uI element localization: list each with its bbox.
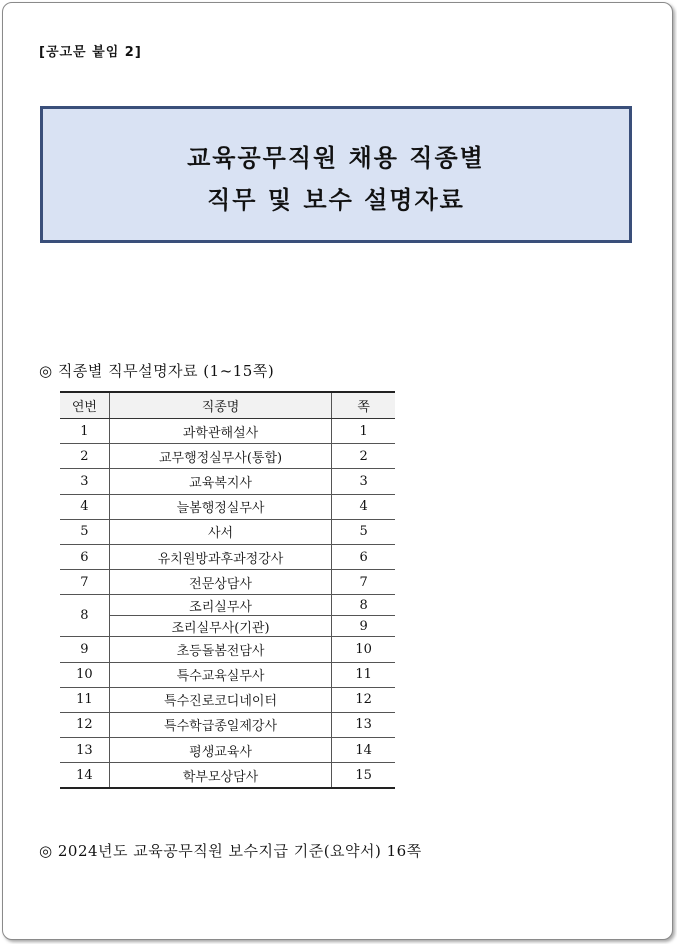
cell-page: 1 bbox=[332, 419, 395, 444]
cell-no: 9 bbox=[60, 637, 109, 662]
cell-name: 특수학급종일제강사 bbox=[109, 712, 332, 737]
table-row bbox=[60, 662, 395, 687]
title-box bbox=[40, 106, 632, 243]
cell-no: 14 bbox=[60, 763, 109, 789]
cell-no: 11 bbox=[60, 687, 109, 712]
cell-name: 교육복지사 bbox=[109, 469, 332, 494]
table-row bbox=[60, 763, 395, 789]
cell-page: 8 bbox=[332, 595, 395, 616]
cell-no: 4 bbox=[60, 494, 109, 519]
cell-page: 4 bbox=[332, 494, 395, 519]
title-line-1: 교육공무직원 채용 직종별 bbox=[187, 143, 485, 172]
cell-no: 13 bbox=[60, 738, 109, 763]
cell-page: 11 bbox=[332, 662, 395, 687]
document-page bbox=[2, 2, 673, 940]
cell-no: 8 bbox=[60, 595, 109, 637]
cell-name: 특수진로코디네이터 bbox=[109, 687, 332, 712]
table-row bbox=[60, 637, 395, 662]
section-heading-pay-standard: ◎ 2024년도 교육공무직원 보수지급 기준(요약서) 16쪽 bbox=[39, 842, 422, 860]
table-row bbox=[60, 616, 395, 637]
cell-name: 조리실무사(기관) bbox=[109, 616, 332, 637]
cell-no: 10 bbox=[60, 662, 109, 687]
title-line-2: 직무 및 보수 설명자료 bbox=[207, 185, 465, 214]
table-row bbox=[60, 544, 395, 569]
cell-page: 6 bbox=[332, 544, 395, 569]
table-header-row bbox=[60, 392, 395, 419]
cell-no: 2 bbox=[60, 444, 109, 469]
cell-no: 3 bbox=[60, 469, 109, 494]
cell-name: 학부모상담사 bbox=[109, 763, 332, 789]
cell-no: 7 bbox=[60, 570, 109, 595]
cell-no: 12 bbox=[60, 712, 109, 737]
cell-page: 7 bbox=[332, 570, 395, 595]
cell-name: 초등돌봄전담사 bbox=[109, 637, 332, 662]
table-row bbox=[60, 687, 395, 712]
cell-name: 특수교육실무사 bbox=[109, 662, 332, 687]
table-row bbox=[60, 469, 395, 494]
cell-no: 6 bbox=[60, 544, 109, 569]
cell-name: 전문상담사 bbox=[109, 570, 332, 595]
job-table bbox=[60, 391, 395, 789]
table-row bbox=[60, 519, 395, 544]
table-row bbox=[60, 494, 395, 519]
table-row bbox=[60, 595, 395, 616]
cell-name: 사서 bbox=[109, 519, 332, 544]
cell-name: 과학관해설사 bbox=[109, 419, 332, 444]
cell-no: 1 bbox=[60, 419, 109, 444]
cell-name: 유치원방과후과정강사 bbox=[109, 544, 332, 569]
header-name: 직종명 bbox=[109, 392, 332, 419]
header-no: 연번 bbox=[60, 392, 109, 419]
cell-page: 5 bbox=[332, 519, 395, 544]
cell-name: 조리실무사 bbox=[109, 595, 332, 616]
table-row bbox=[60, 712, 395, 737]
cell-page: 13 bbox=[332, 712, 395, 737]
cell-name: 늘봄행정실무사 bbox=[109, 494, 332, 519]
section-heading-job-descriptions: ◎ 직종별 직무설명자료 (1~15쪽) bbox=[39, 362, 275, 380]
cell-page: 15 bbox=[332, 763, 395, 789]
cell-page: 12 bbox=[332, 687, 395, 712]
cell-no: 5 bbox=[60, 519, 109, 544]
table-row bbox=[60, 570, 395, 595]
cell-page: 10 bbox=[332, 637, 395, 662]
cell-page: 2 bbox=[332, 444, 395, 469]
attachment-label: [공고문 붙임 2] bbox=[39, 45, 142, 60]
table-row bbox=[60, 444, 395, 469]
table-row bbox=[60, 738, 395, 763]
cell-page: 14 bbox=[332, 738, 395, 763]
header-page: 쪽 bbox=[332, 392, 395, 419]
cell-page: 9 bbox=[332, 616, 395, 637]
cell-name: 평생교육사 bbox=[109, 738, 332, 763]
cell-page: 3 bbox=[332, 469, 395, 494]
table-row bbox=[60, 419, 395, 444]
cell-name: 교무행정실무사(통합) bbox=[109, 444, 332, 469]
